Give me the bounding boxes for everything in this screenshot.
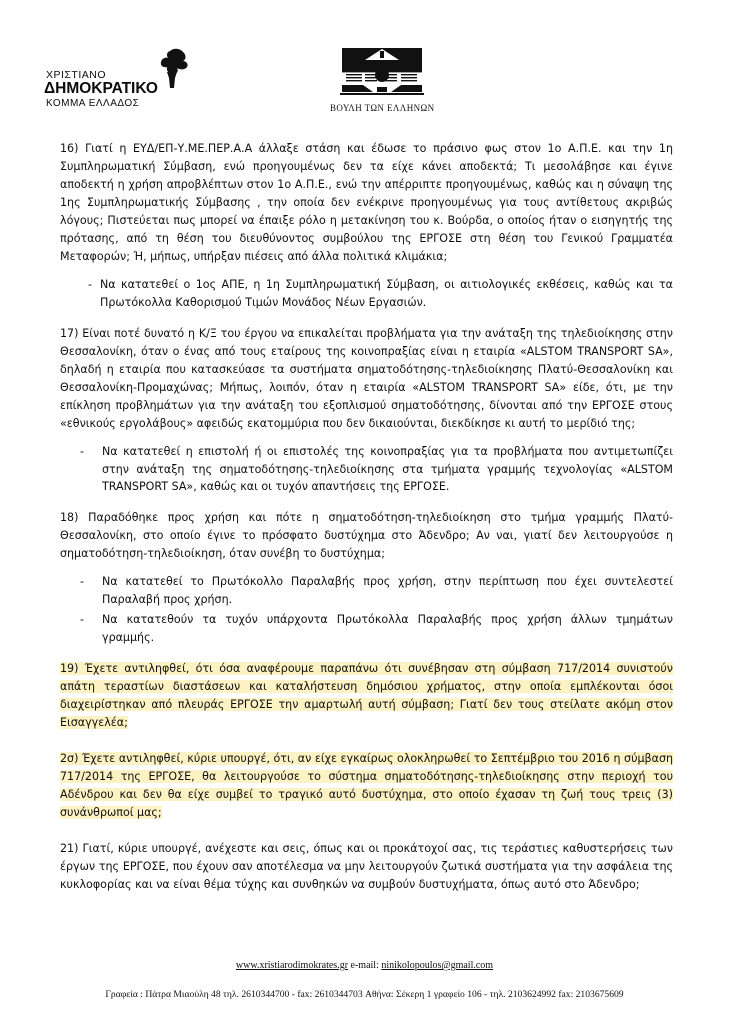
paragraph-20-highlighted <box>60 750 673 822</box>
email-label: e-mail: <box>350 960 379 971</box>
dash-marker: - <box>80 575 85 589</box>
list-item <box>78 573 673 609</box>
list-item-text: Να κατατεθεί ο 1ος ΑΠΕ, η 1η Συμπληρωματική Σύμβαση, οι αιτιολογικές εκθέσεις, καθώς και τα Πρωτόκολλα Καθορισμού Τιμών Μονάδος Νέων Εργασιών. <box>100 277 673 309</box>
party-logo-line2: ΔΗΜΟΚΡΑΤΙΚΟ <box>44 80 158 97</box>
list-item-text: Να κατατεθούν τα τυχόν υπάρχοντα Πρωτόκολλα Παραλαβής προς χρήση άλλων τμημάτων γραμμής. <box>102 613 673 645</box>
document-body <box>60 140 673 907</box>
party-logo <box>44 52 204 114</box>
list-item-text: Να κατατεθεί η επιστολή ή οι επιστολές της κοινοπραξίας για τα προβλήματα που αντιμετωπίζει στην ανάταξη της σηματοδότησης-τηλεδιοίκησης στα τμήματα γραμμής τεχνολογίας «ALSTOM TRANSPORT SA», καθώς και οι τυχόν απαντήσεις της ΕΡΓΟΣΕ. <box>102 444 673 494</box>
party-logo-line1: ΧΡΙΣΤΙΑΝΟ <box>46 69 106 81</box>
dash-marker: - <box>80 444 85 458</box>
paragraph-19-highlighted <box>60 660 673 732</box>
paragraph-18-bullets <box>60 573 673 647</box>
footer-links <box>0 960 729 971</box>
list-item <box>78 443 673 497</box>
email-link[interactable]: ninikolopoulos@gmail.com <box>381 960 494 971</box>
paragraph-17: 17) Είναι ποτέ δυνατό η Κ/Ξ του έργου να επικαλείται προβλήματα για την ανάταξη της τηλεδιοίκησης στην Θεσσαλονίκη, όταν ο ένας από τους εταίρους της κοινοπραξίας είναι η εταιρία «ALSTOM TRANSPORT SA», δηλαδή η εταιρία που κατασκεύασε τα συστήματα σηματοδότησης-τηλεδιοίκησης Πλατύ-Θεσσαλονίκη και Θεσσαλονίκη-Προμαχώνας; Μήπως, λοιπόν, όταν η εταιρία «ALSTOM TRANSPORT SA» είδε, ότι, με την επίκληση προβλημάτων για την ανάταξη του εξοπλισμού σηματοδότησης, δίνονται από την ΕΡΓΟΣΕ στους «εθνικούς εργολάβους» αφειδώς εκατομμύρια που δεν δικαιούνται, διεκδίκησε κι αυτή το μερίδιό της; <box>60 326 673 430</box>
website-link[interactable]: www.xristiarodimokrates.gr <box>235 960 349 971</box>
list-item-text: Να κατατεθεί το Πρωτόκολλο Παραλαβής προς χρήση, στην περίπτωση που έχει συντελεστεί Παραλαβή προς χρήση. <box>102 575 673 607</box>
dash-marker: - <box>88 277 93 291</box>
paragraph-19-text: 19) Έχετε αντιληφθεί, ότι όσα αναφέρουμε παραπάνω ότι συνέβησαν στη σύμβαση 717/2014 συνιστούν απάτη τεραστίων διαστάσεων και καταλήστευση δημόσιου χρήματος, στην οποία εμπλέκονται όσοι διαχειρίστηκαν από πλευράς ΕΡΓΟΣΕ την αμαρτωλή αυτή σύμβαση; Γιατί δεν τους στείλατε ακόμη στον Εισαγγελέα; <box>60 662 673 730</box>
paragraph-16: 16) Γιατί η ΕΥΔ/ΕΠ-Υ.ΜΕ.ΠΕΡ.Α.Α άλλαξε στάση και έδωσε το πράσινο φως στον 1ο Α.Π.Ε. και την 1η Συμπληρωματική Σύμβαση, ενώ προηγουμένως δεν τα είχε κάνει αποδεκτά; Τι μεσολάβησε και έγινε αποδεκτή η χρήση απροβλέπτων στον 1ο Α.Π.Ε., ενώ την απέρριπτε προηγουμένως, καθώς και η σύναψη της 1ης Συμπληρωματικής Σύμβασης , την οποία δεν ενέκρινε προηγουμένως για τους αντίθετους ακριβώς λόγους; Πιστεύεται πως μπορεί να έπαιξε ρόλο η μετακίνηση του κ. Βούρδα, ο οποίος ήταν ο εισηγητής της πρότασης, από τη θέση του διευθύνοντος συμβούλου της ΕΡΓΟΣΕ στη θέση του Γενικού Γραμματέα Μεταφορών; Ή, μήπως, υπήρξαν πιέσεις από άλλα πολιτικά κλιμάκια; <box>60 142 673 263</box>
parliament-logo-caption: ΒΟΥΛΗ ΤΩΝ ΕΛΛΗΝΩΝ <box>330 103 435 113</box>
parliament-building-icon <box>339 48 425 96</box>
dash-marker: - <box>80 613 85 627</box>
document-footer <box>0 960 729 1000</box>
list-item <box>78 611 673 647</box>
paragraph-20-text: 2σ) Έχετε αντιληφθεί, κύριε υπουργέ, ότι, αν είχε εγκαίρως ολοκληρωθεί το Σεπτέμβριο του 2016 η σύμβαση 717/2014 της ΕΡΓΟΣΕ, θα λειτουργούσε το σύστημα σηματοδότησης-τηλεδιοίκησης στην περιοχή του Αδένδρου και δεν θα είχε συμβεί το τραγικό αυτό δυστύχημα, στο οποίο έχασαν τη ζωή τους τρεις (3) συνάνθρωποί μας; <box>60 752 674 819</box>
paragraph-16-bullets <box>60 276 673 312</box>
list-item <box>88 276 673 312</box>
party-logo-line3: ΚΟΜΜΑ ΕΛΛΑΔΟΣ <box>46 98 140 109</box>
paragraph-17-bullets <box>60 443 673 497</box>
parliament-logo <box>330 48 434 113</box>
document-header <box>0 0 729 120</box>
paragraph-21: 21) Γιατί, κύριε υπουργέ, ανέχεστε και σεις, όπως και οι προκάτοχοί σας, τις τεράστιες καθυστερήσεις των έργων της ΕΡΓΟΣΕ, που έχουν σαν αποτέλεσμα να μην λειτουργούν ζωτικά συστήματα για την ασφάλεια της κυκλοφορίας και να είναι θέμα τύχης και συνθηκών να συμβούν δυστυχήματα, όπως αυτό στο Άδενδρο; <box>60 841 673 891</box>
paragraph-18: 18) Παραδόθηκε προς χρήση και πότε η σηματοδότηση-τηλεδιοίκηση στο τμήμα γραμμής Πλατύ-Θεσσαλονίκη, στο οποίο έγινε το πρόσφατο δυστύχημα στο Άδενδρο; Αν ναι, γιατί δεν λειτουργούσε η σηματοδότηση-τηλεδιοίκηση, όταν συνέβη το δυστύχημα; <box>60 511 673 561</box>
footer-contact-line: Γραφεία : Πάτρα Μιαούλη 48 τηλ. 2610344700 - fax: 2610344703 Αθήνα: Σέκερη 1 γραφείο 106 - τηλ. 2103624992 fax: 2103675609 <box>105 989 624 1000</box>
